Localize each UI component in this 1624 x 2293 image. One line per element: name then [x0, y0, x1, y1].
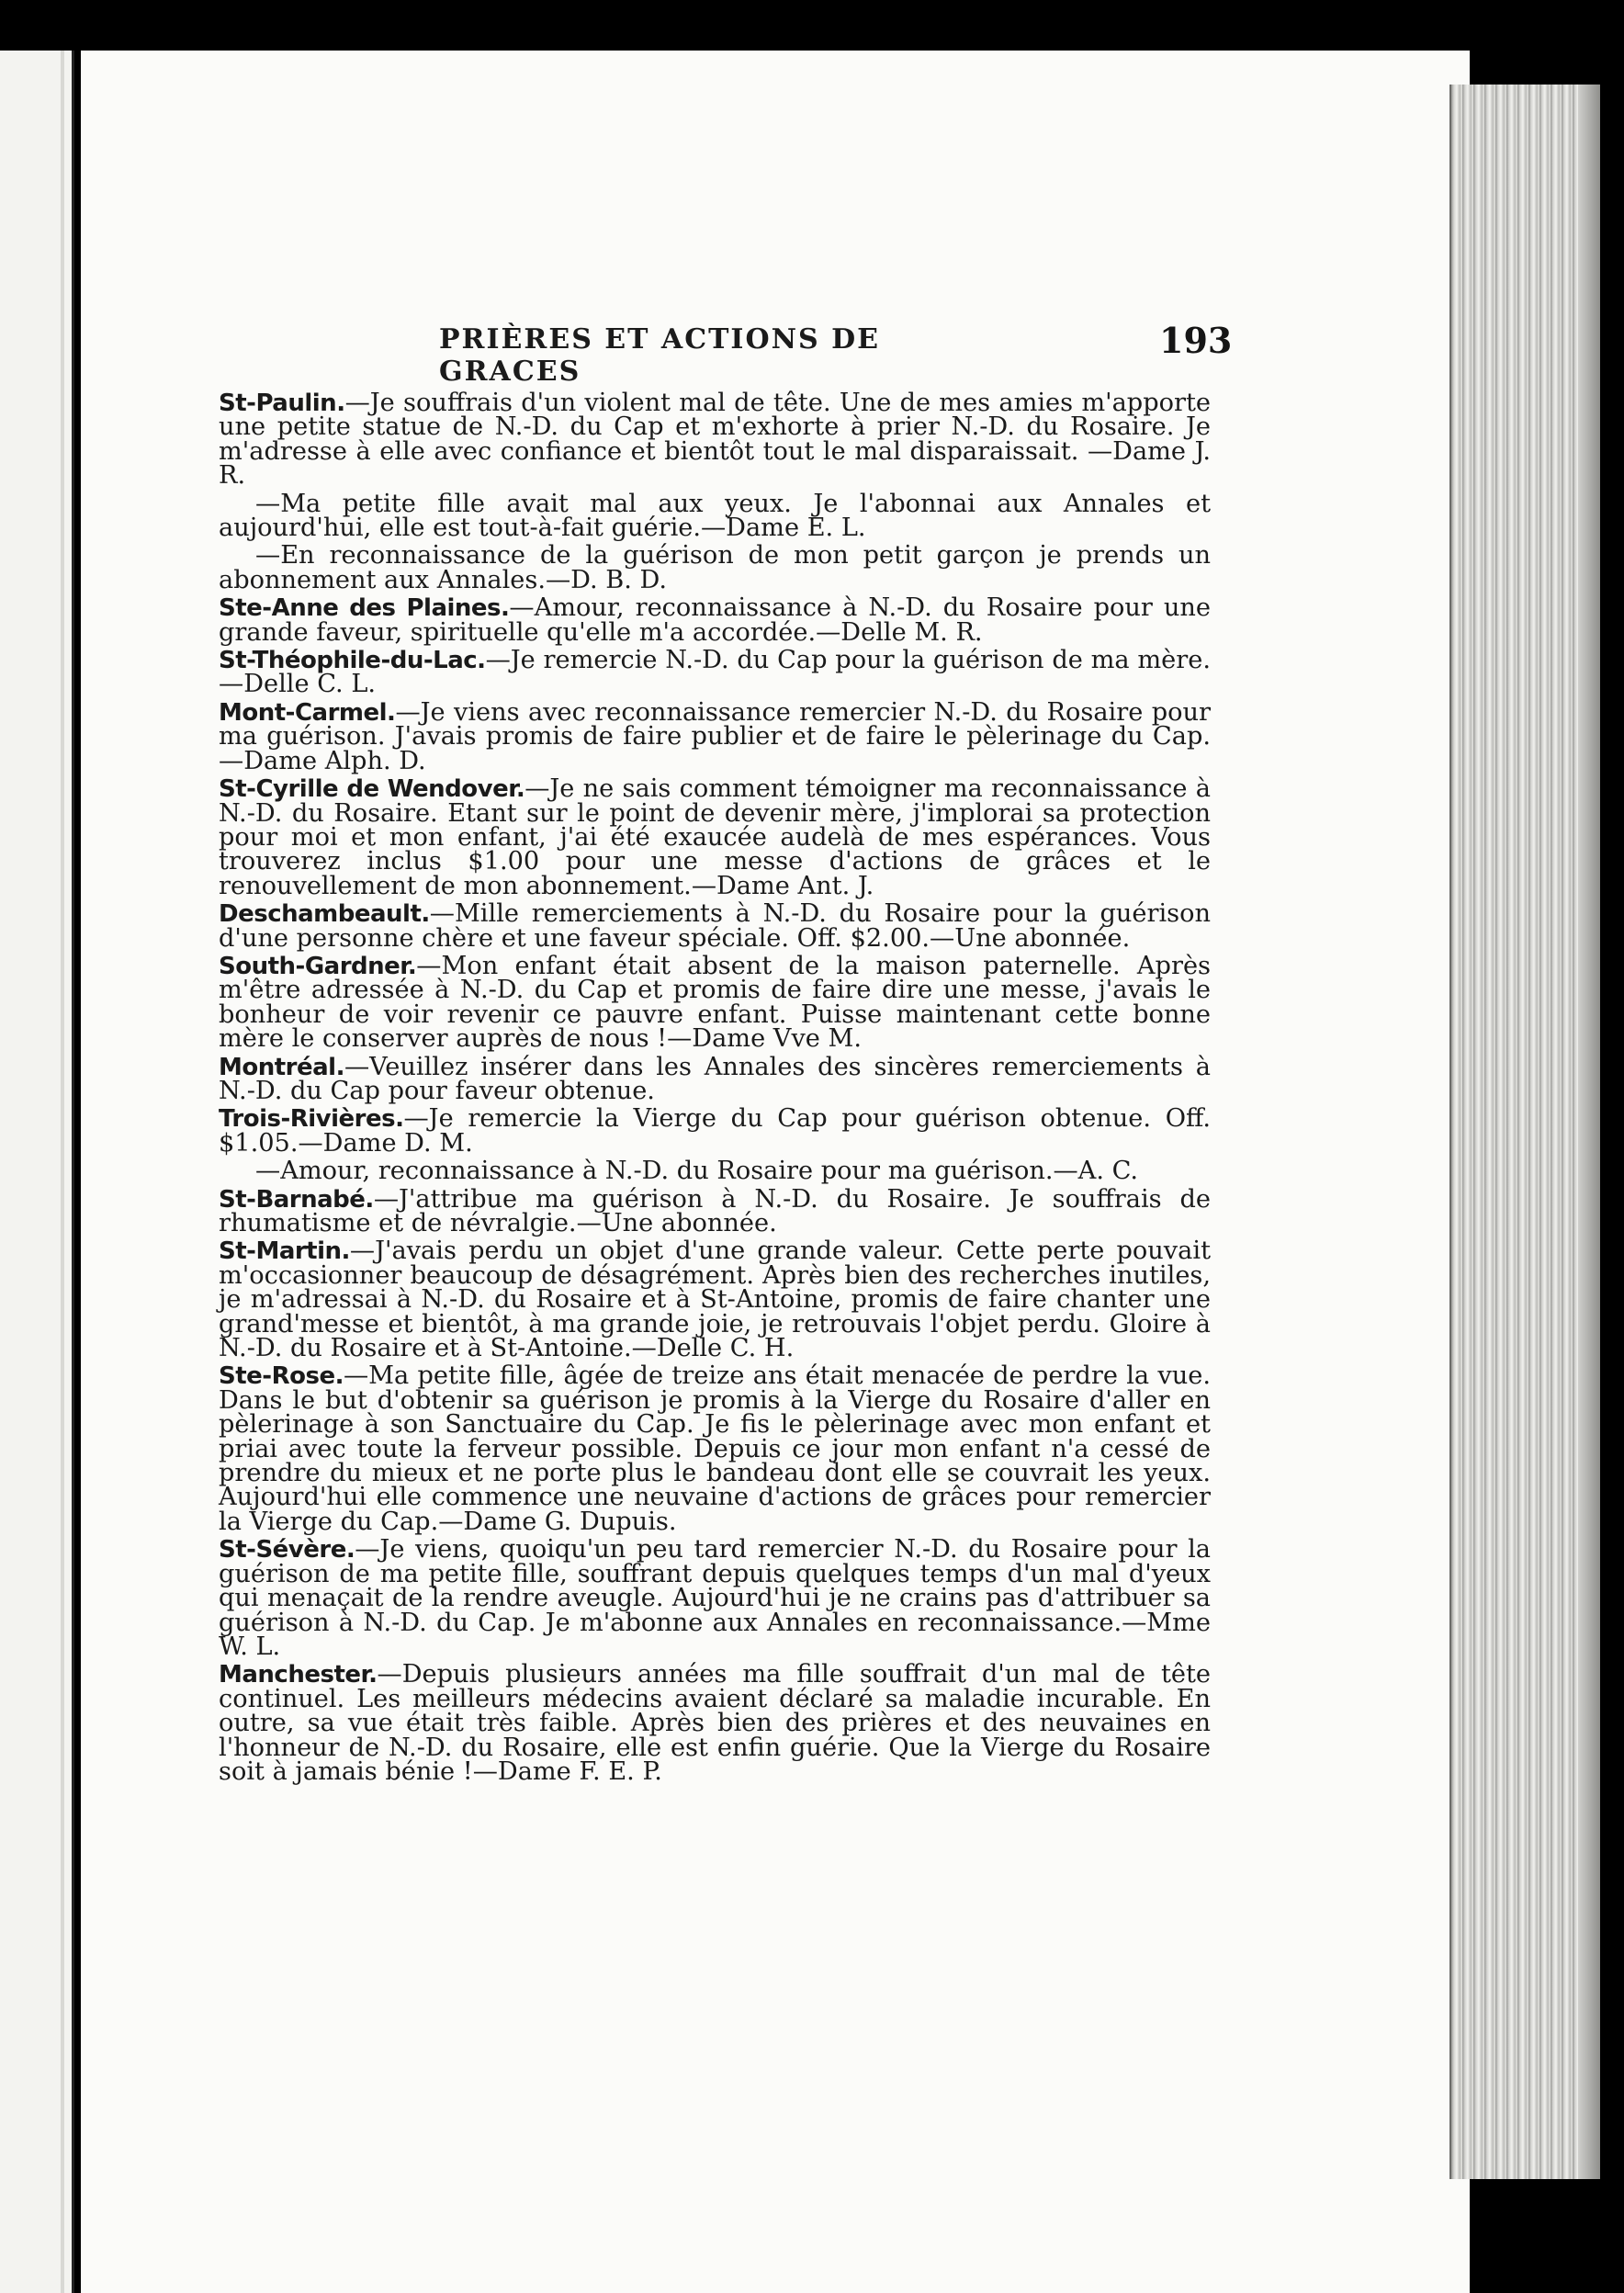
entry-place: St-Théophile-du-Lac. [219, 647, 486, 675]
entry-text: —J'attribue ma guérison à N.-D. du Rosaire. Je souffrais de rhumatisme et de névralgie.—Une abonnée. [219, 1184, 1211, 1237]
facing-page-edge [0, 51, 74, 2293]
entry [219, 899, 1211, 953]
entry-text: —Je viens avec reconnaissance remercier N.-D. du Rosaire pour ma guérison. J'avais promis de faire publier et de faire le pèlerinage du Cap.—Dame Alph. D. [219, 697, 1211, 775]
entry-text: —Je remercie N.-D. du Cap pour la guérison de ma mère.—Delle C. L. [219, 646, 1211, 699]
entry [219, 1660, 1211, 1786]
entry [219, 1104, 1211, 1158]
entry-place: Ste-Anne des Plaines. [219, 594, 510, 623]
entry-text: —Ma petite fille avait mal aux yeux. Je l'abonnai aux Annales et aujourd'hui, elle est tout-à-fait guérie.—Dame E. L. [219, 489, 1211, 543]
entry [219, 1052, 1211, 1105]
entry-text: —Mon enfant était absent de la maison paternelle. Après m'être adressée à N.-D. du Cap et promis de faire dire une messe, j'avais le bonheur de voir revenir ce pauvre enfant. Puisse maintenant cette bonne mère le conserver auprès de nous !—Dame Vve M. [219, 951, 1211, 1054]
entry [219, 391, 1211, 489]
page-number: 193 [1159, 320, 1233, 361]
entry [219, 1157, 1211, 1186]
entry-place: South-Gardner. [219, 952, 417, 980]
entry [219, 1239, 1211, 1361]
entry-text: —Je remercie la Vierge du Cap pour guérison obtenue. Off. $1.05.—Dame D. M. [219, 1104, 1211, 1158]
entry-place: Manchester. [219, 1661, 378, 1689]
entry-text: —Mille remerciements à N.-D. du Rosaire pour la guérison d'une personne chère et une faveur spéciale. Off. $2.00.—Une abonnée. [219, 899, 1211, 953]
entry [219, 489, 1211, 543]
entry-place: St-Cyrille de Wendover. [219, 775, 525, 804]
entries-list [219, 391, 1211, 1788]
entry [219, 774, 1211, 900]
entry-text: —Ma petite fille, âgée de treize ans était menacée de perdre la vue. Dans le but d'obtenir sa guérison je promis à la Vierge du Rosaire d'aller en pèlerinage à son Sanctuaire du Cap. Je fis le pèlerinage avec mon enfant et priai avec toute la ferveur possible. Depuis ce jour mon enfant n'a cessé de prendre du mieux et ne porte plus le bandeau dont elle se couvrait les yeux. Aujourd'hui elle commence une neuvaine d'actions de grâces pour remercier la Vierge du Cap.—Dame G. Dupuis. [219, 1361, 1211, 1536]
entry [219, 1535, 1211, 1661]
entry-place: St-Barnabé. [219, 1185, 374, 1214]
entry-text: —Amour, reconnaissance à N.-D. du Rosaire pour une grande faveur, spirituelle qu'elle m'a accordée.—Delle M. R. [219, 593, 1211, 647]
entry-text: —Depuis plusieurs années ma fille souffrait d'un mal de tête continuel. Les meilleurs médecins avaient déclaré sa maladie incurable. En outre, sa vue était très faible. Après bien des prières et des neuvaines en l'honneur de N.-D. du Rosaire, elle est enfin guérie. Que la Vierge du Rosaire soit à jamais bénie !—Dame F. E. P. [219, 1660, 1211, 1786]
entry [219, 646, 1211, 699]
entry-text: —Je viens, quoiqu'un peu tard remercier N.-D. du Rosaire pour la guérison de ma petite fille, souffrant depuis quelques temps d'un mal d'yeux qui menaçait de la rendre aveugle. Aujourd'hui je ne crains pas d'attribuer sa guérison à N.-D. du Cap. Je m'abonne aux Annales en reconnaissance.—Mme W. L. [219, 1535, 1211, 1661]
entry [219, 593, 1211, 647]
entry-place: Mont-Carmel. [219, 698, 396, 727]
entry-text: —Je ne sais comment témoigner ma reconnaissance à N.-D. du Rosaire. Etant sur le point de devenir mère, j'implorai sa protection pour moi et mon enfant, j'ai été exaucée audelà de mes espérances. Vous trouverez inclus $1.00 pour une messe d'actions de grâces et le renouvellement de mon abonnement.—Dame Ant. J. [219, 774, 1211, 900]
entry-place: St-Martin. [219, 1237, 350, 1266]
entry-text: —En reconnaissance de la guérison de mon petit garçon je prends un abonnement aux Annales.—D. B. D. [219, 541, 1211, 594]
entry-place: Ste-Rose. [219, 1362, 344, 1391]
entry-place: Deschambeault. [219, 900, 430, 929]
entry [219, 541, 1211, 594]
entry-text: —Amour, reconnaissance à N.-D. du Rosaire pour ma guérison.—A. C. [255, 1157, 1139, 1186]
entry-place: Montréal. [219, 1053, 344, 1081]
page-stack-edges [1449, 85, 1600, 2179]
entry [219, 697, 1211, 775]
entry-place: St-Sévère. [219, 1536, 355, 1564]
entry [219, 1361, 1211, 1536]
entry-text: —J'avais perdu un objet d'une grande valeur. Cette perte pouvait m'occasionner beaucoup de désagrément. Après bien des recherches inutiles, je m'adressai à N.-D. du Rosaire et à St-Antoine, promis de faire chanter une grand'messe et bientôt, à ma grande joie, je retrouvais l'objet perdu. Gloire à N.-D. du Rosaire et à St-Antoine.—Delle C. H. [219, 1237, 1211, 1363]
entry-text: —Veuillez insérer dans les Annales des sincères remerciements à N.-D. du Cap pour faveur obtenue. [219, 1052, 1211, 1105]
entry-text: —Je souffrais d'un violent mal de tête. Une de mes amies m'apporte une petite statue de N.-D. du Cap et m'exhorte à prier N.-D. du Rosaire. Je m'adresse à elle avec confiance et bientôt tout le mal disparaissait. —Dame J. R. [219, 389, 1211, 491]
entry [219, 1184, 1211, 1237]
entry [219, 951, 1211, 1054]
entry-place: St-Paulin. [219, 390, 345, 417]
entry-place: Trois-Rivières. [219, 1105, 404, 1134]
running-head: PRIÈRES ET ACTIONS DE GRACES [439, 323, 880, 388]
